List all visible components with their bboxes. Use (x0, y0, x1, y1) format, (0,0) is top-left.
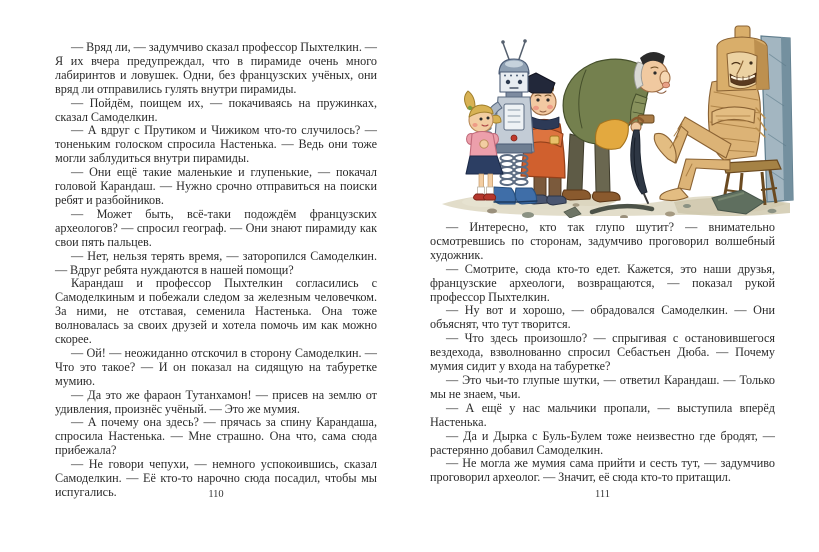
paragraph: — А почему она здесь? — прячась за спину Карандаша, спросила Настенька. — Мне страшно. Она что, сама сюда прибежала? (55, 415, 377, 458)
paragraph: — Пойдём, поищем их, — покачиваясь на пружинках, сказал Самоделкин. (55, 95, 377, 124)
paragraph: — А ещё у нас мальчики пропали, — выступила вперёд Настенька. (430, 400, 775, 429)
mummy (654, 26, 769, 201)
paragraph: — Может быть, всё-таки подождём французских археологов? — спросил географ. — Они знают пирамиду как свои пять пальцев. (55, 206, 377, 249)
paragraph: — А вдруг с Прутиком и Чижиком что-то случилось? — тоненьким голоском спросила Настенька. — Ведь они тоже могли заблудиться внутри пирамиды. (55, 123, 377, 166)
page-number-right: 111 (595, 489, 610, 500)
page-left-text (55, 41, 377, 500)
page-number-left: 110 (208, 489, 224, 500)
paragraph: — Не могла же мумия сама прийти и сесть тут, — задумчиво проговорил археолог. — Значит, её сюда кто-то притащил. (430, 456, 775, 485)
illustration-mummy-scene (424, 12, 796, 218)
paragraph: — Не говори чепухи, — немного успокоившись, сказал Самоделкин. — Её кто-то нарочно сюда посадил, чтобы мы испугались. (55, 457, 377, 499)
paragraph: — Да и Дырка с Буль-Булем тоже неизвестно где бродят, — растерянно добавил Самоделкин. (430, 428, 775, 457)
paragraph: — Нет, нельзя терять время, — заторопился Самоделкин. — Вдруг ребята нуждаются в нашей помощи? (55, 248, 377, 277)
paragraph: — Смотрите, сюда кто-то едет. Кажется, это наши друзья, французские археологи, возвращаются, — показал рукой профессор Пыхтелкин. (430, 261, 775, 304)
paragraph: — Ну вот и хорошо, — обрадовался Самоделкин. — Они объяснят, что тут творится. (430, 303, 775, 332)
paragraph: — Интересно, кто так глупо шутит? — внимательно осмотревшись по сторонам, задумчиво проговорил волшебный художник. (430, 220, 775, 262)
paragraph: — Они ещё такие маленькие и глупенькие, — покачал головой Карандаш. — Нужно срочно отправиться на поиски ребят и разбойников. (55, 165, 377, 207)
page-right-text (430, 221, 775, 485)
paragraph: — Ой! — неожиданно отскочил в сторону Самоделкин. — Что это такое? — И он показал на сидящую на табуретке мумию. (55, 345, 377, 388)
paragraph: Карандаш и профессор Пыхтелкин согласились с Самоделкиным и побежали следом за железным человечком. За ними, не отставая, семенила Настенька. Она тоже волновалась за своих друзей и хотела помочь им как можно скорее. (55, 276, 377, 347)
paragraph: — Да это же фараон Тутанхамон! — присев на землю от удивления, произнёс учёный. — Это же мумия. (55, 387, 377, 416)
professor-pyhtelkin (562, 52, 670, 202)
paragraph: — Вряд ли, — задумчиво сказал профессор Пыхтелкин. — Я их вчера предупреждал, что в пирамиде очень много лабиринтов и ловушек. Одни, без французских учёных, они вряд ли отправились гулять внутри пирамиды. (55, 40, 377, 96)
paragraph: — Это чьи-то глупые шутки, — ответил Карандаш. — Только мы не знаем, чьи. (430, 372, 775, 401)
paragraph: — Что здесь произошло? — спрыгивая с остановившегося вездехода, взволнованно спросил Себастьен Дюба. — Почему мумия сидит у входа на табуретке? (430, 331, 775, 374)
